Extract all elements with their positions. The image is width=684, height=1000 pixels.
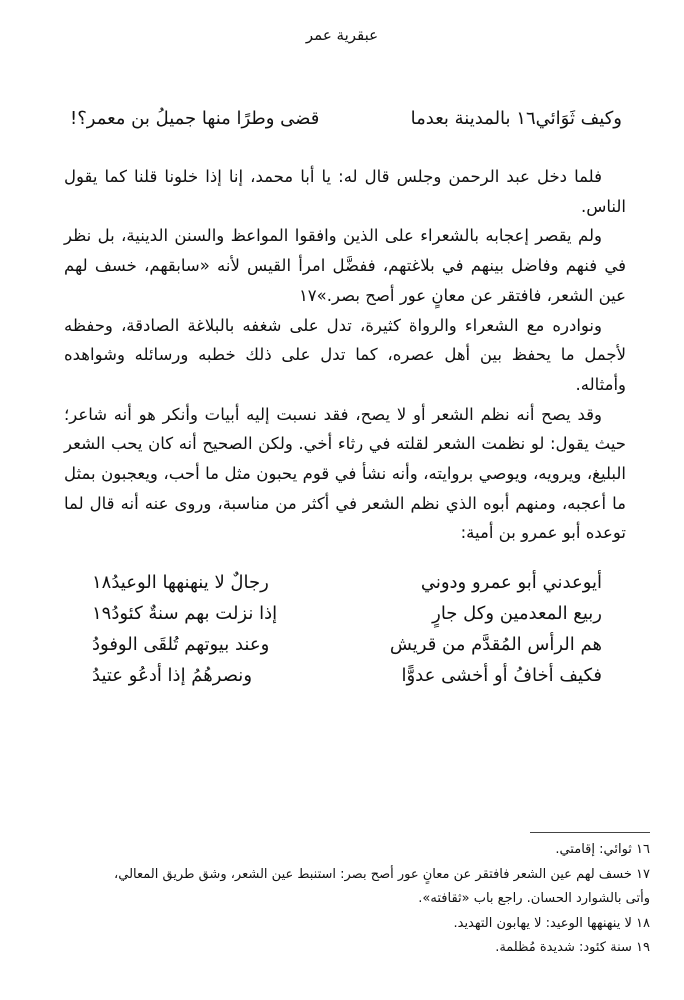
poem-verse bbox=[92, 570, 602, 595]
verse-first-hemistich: فكيف أخافُ أو أخشى عدوًّا bbox=[401, 665, 602, 686]
verse-second-hemistich: رجالٌ لا ينهنهها الوعيدُ١٨ bbox=[92, 572, 269, 593]
poem-verse bbox=[92, 632, 602, 657]
paragraph: وقد يصح أنه نظم الشعر أو لا يصح، فقد نسبت إليه أبيات وأنكر هو أنه شاعر؛ حيث يقول: لو نظمت الشعر لقلته في رثاء أخي. ولكن الصحيح أنه كان يحب الشعر البليغ، ويرويه، ويوصي بروايته، وأنه نشأ في قوم يحبون مثل ما أحب، ويعجبون بمثل ما أعجبه، ومنهم أبوه الذي نظم الشعر في أكثر من مناسبة، وروى عنه أنه قال لما توعده أبو عمرو بن أمية: bbox=[64, 404, 626, 543]
paragraph: ونوادره مع الشعراء والرواة كثيرة، تدل على شغفه بالبلاغة الصادقة، وحفظه لأجمل ما يحفظ بين أهل عصره، كما تدل على ذلك خطبه ورسائله وشواهده وأمثاله. bbox=[64, 315, 626, 394]
paragraph: فلما دخل عبد الرحمن وجلس قال له: يا أبا محمد، إنا إذا خلونا قلنا كما يقول الناس. bbox=[64, 167, 626, 216]
verse-first-hemistich: وكيف ثَوَائي١٦ بالمدينة بعدما bbox=[410, 108, 622, 129]
intro-verse bbox=[70, 108, 622, 129]
footnote: ١٨ لا ينهنهها الوعيد: لا يهابون التهديد. bbox=[453, 915, 650, 931]
verse-first-hemistich: أيوعدني أبو عمرو ودوني bbox=[420, 572, 602, 593]
body-text bbox=[64, 162, 626, 548]
footnote: ١٧ خسف لهم عين الشعر فافتقر عن معانٍ عور أصح بصر: استنبط عين الشعر، وشق طريق المعالي، bbox=[114, 866, 650, 882]
verse-second-hemistich: ونصرهُمُ إذا أدعُو عتيدُ bbox=[92, 665, 253, 686]
verse-second-hemistich: قضى وطرًا منها جميلُ بن معمر؟! bbox=[70, 108, 320, 129]
poem bbox=[0, 570, 684, 694]
footnote: ١٩ سنة كئود: شديدة مُظلمة. bbox=[495, 940, 650, 956]
footnote-continuation: وأتى بالشوارد الحسان. راجع باب «ثقافته». bbox=[418, 891, 650, 907]
poem-verse bbox=[92, 601, 602, 626]
footnotes bbox=[40, 838, 650, 961]
footnote: ١٦ ثوائي: إقامتي. bbox=[555, 842, 650, 857]
footnote-divider bbox=[530, 832, 650, 833]
paragraph: ولم يقصر إعجابه بالشعراء على الذين وافقوا المواعظ والسنن الدينية، بل نظر في فنهم وفاضل بينهم في بلاغتهم، ففضَّل امرأ القيس لأنه «سابقهم، خسف لهم عين الشعر، فافتقر عن معانٍ عور أصح بصر.»١٧ bbox=[64, 226, 626, 305]
verse-second-hemistich: إذا نزلت بهم سنةٌ كئودُ١٩ bbox=[92, 603, 278, 624]
poem-verse bbox=[92, 663, 602, 688]
verse-first-hemistich: هم الرأس المُقدَّم من قريش bbox=[389, 634, 602, 655]
running-title: عبقرية عمر bbox=[305, 26, 379, 44]
verse-second-hemistich: وعند بيوتهم تُلقَى الوفودُ bbox=[92, 634, 270, 655]
verse-first-hemistich: ربيع المعدمين وكل جارٍ bbox=[432, 603, 602, 624]
